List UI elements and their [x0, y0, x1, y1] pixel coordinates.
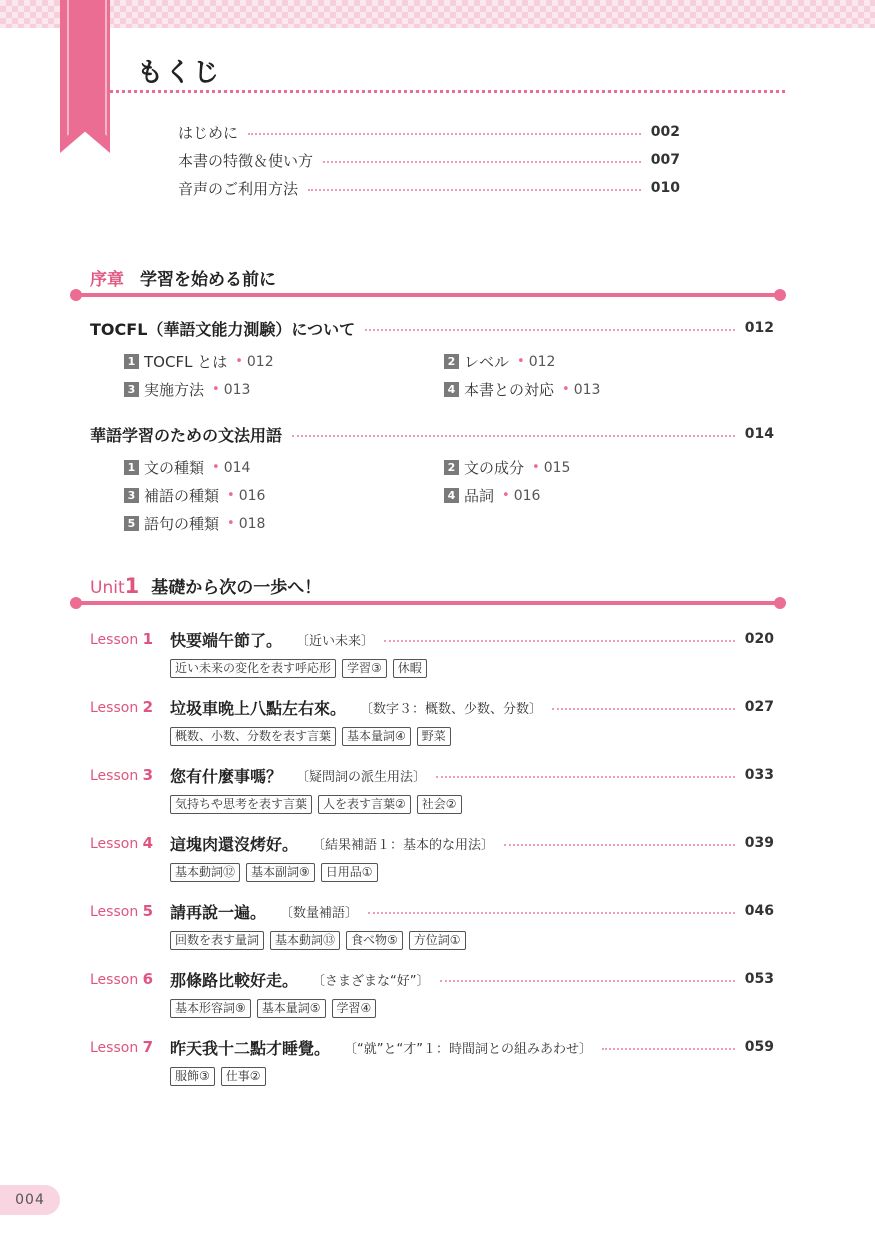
page-number: 004 — [0, 1185, 60, 1215]
prologue-divider — [76, 293, 780, 297]
bullet-dot: • — [562, 382, 570, 397]
lesson-entry-5[interactable] — [90, 898, 774, 924]
topic-tag: 基本動詞⑬ — [270, 931, 340, 950]
lesson-number: 1 — [142, 630, 154, 648]
lesson-number: 6 — [142, 970, 154, 988]
lesson-subtitle: 〔“就”と“才”１：時間詞との組みあわせ〕 — [344, 1041, 592, 1057]
toc-entry-label: TOCFL（華語文能力測験）について — [90, 319, 356, 339]
topic-tag: 学習③ — [342, 659, 387, 678]
lesson-page: 033 — [744, 767, 774, 783]
lesson-tag-label: Lesson — [90, 1040, 139, 1056]
topic-tag: 近い未来の変化を表す呼応形 — [170, 659, 336, 678]
lesson-entry-3[interactable] — [90, 762, 774, 788]
lesson-number: 3 — [142, 766, 154, 784]
item-number-badge: 4 — [444, 382, 459, 397]
lesson-subtitle: 〔結果補語１：基本的な用法〕 — [312, 837, 495, 853]
bookmark-ribbon-stitch — [67, 0, 107, 136]
bullet-dot: • — [227, 516, 235, 531]
lesson-title: 快要端午節了。 — [170, 630, 283, 650]
topic-tag: 服飾③ — [170, 1067, 215, 1086]
topic-tag: 基本副詞⑨ — [246, 863, 315, 882]
toc-entry-audio[interactable] — [178, 175, 680, 201]
sub-entry-page: 016 — [513, 487, 541, 504]
dot-leader — [365, 329, 735, 331]
sub-entry-page: 016 — [238, 487, 266, 504]
topic-tag: 食べ物⑤ — [346, 931, 403, 950]
bullet-dot: • — [212, 382, 220, 397]
sub-entry-label: 文の成分 — [464, 459, 525, 477]
prologue-heading — [90, 265, 276, 290]
toc-entry-page: 007 — [650, 152, 680, 168]
unit-tag-label: Unit — [90, 578, 125, 598]
title-divider — [110, 90, 786, 93]
dot-leader — [602, 1048, 735, 1050]
lesson-subtitle: 〔さまざまな“好”〕 — [312, 973, 430, 989]
sub-entry-page: 018 — [238, 515, 266, 532]
lesson-tag-label: Lesson — [90, 972, 139, 988]
lesson-page: 053 — [744, 971, 774, 987]
lesson-subtitle: 〔近い未来〕 — [296, 633, 375, 649]
sub-entry-label: 本書との対応 — [464, 381, 555, 399]
topic-tag: 野菜 — [417, 727, 451, 746]
lesson-number: 7 — [142, 1038, 154, 1056]
dot-leader — [384, 640, 735, 642]
unit-number: 1 — [124, 574, 140, 598]
lesson-entry-6[interactable] — [90, 966, 774, 992]
item-number-badge: 2 — [444, 354, 459, 369]
dot-leader — [552, 708, 735, 710]
sub-entry-label: TOCFL とは — [144, 353, 228, 371]
bullet-dot: • — [517, 354, 525, 369]
lesson-tag — [90, 1038, 170, 1056]
bullet-dot: • — [502, 488, 510, 503]
sub-entry[interactable] — [124, 457, 250, 478]
toc-entry-intro[interactable] — [178, 119, 680, 145]
sub-entry[interactable] — [444, 351, 555, 372]
bullet-dot: • — [235, 354, 243, 369]
sub-entry[interactable] — [444, 457, 570, 478]
lesson-tags — [170, 795, 462, 814]
top-checker-border — [0, 0, 875, 28]
lesson-tags — [170, 931, 466, 950]
toc-entry-page: 002 — [650, 124, 680, 140]
prologue-tag: 序章 — [90, 270, 124, 290]
topic-tag: 人を表す言葉② — [318, 795, 411, 814]
lesson-title: 您有什麼事嗎？ — [170, 766, 283, 786]
lesson-tags — [170, 659, 427, 678]
lesson-title: 那條路比較好走。 — [170, 970, 299, 990]
lesson-page: 027 — [744, 699, 774, 715]
lesson-number: 4 — [142, 834, 154, 852]
topic-tag: 基本形容詞⑨ — [170, 999, 251, 1018]
sub-entry-label: 実施方法 — [144, 381, 205, 399]
sub-entry-page: 013 — [573, 381, 601, 398]
item-number-badge: 1 — [124, 460, 139, 475]
dot-leader — [368, 912, 735, 914]
sub-entry-label: 語句の種類 — [144, 515, 220, 533]
bullet-dot: • — [532, 460, 540, 475]
lesson-tag-label: Lesson — [90, 836, 139, 852]
toc-entry-grammar-terms[interactable] — [90, 421, 774, 447]
dot-leader — [504, 844, 735, 846]
lesson-tag — [90, 970, 170, 988]
toc-entry-label: はじめに — [178, 123, 239, 142]
sub-entry-label: レベル — [464, 353, 510, 371]
sub-entry[interactable] — [124, 513, 265, 534]
topic-tag: 気持ちや思考を表す言葉 — [170, 795, 312, 814]
item-number-badge: 5 — [124, 516, 139, 531]
unit-title: 基礎から次の一歩へ！ — [151, 578, 322, 598]
lesson-tag-label: Lesson — [90, 632, 139, 648]
lesson-tags — [170, 727, 451, 746]
sub-entry-page: 013 — [223, 381, 251, 398]
lesson-subtitle: 〔疑問詞の派生用法〕 — [296, 769, 427, 785]
topic-tag: 学習④ — [332, 999, 377, 1018]
dot-leader — [308, 189, 641, 191]
topic-tag: 日用品① — [321, 863, 378, 882]
sub-entry[interactable] — [444, 485, 540, 506]
lesson-tag-label: Lesson — [90, 700, 139, 716]
dot-leader — [436, 776, 735, 778]
sub-entry-label: 補語の種類 — [144, 487, 220, 505]
toc-entry-page: 012 — [744, 320, 774, 336]
lesson-tags — [170, 1067, 266, 1086]
lesson-title: 垃圾車晩上八點左右來。 — [170, 698, 347, 718]
item-number-badge: 4 — [444, 488, 459, 503]
lesson-tag — [90, 630, 170, 648]
lesson-tags — [170, 863, 378, 882]
lesson-tag — [90, 834, 170, 852]
lesson-title: 昨天我十二點才睡覺。 — [170, 1038, 331, 1058]
bullet-dot: • — [212, 460, 220, 475]
lesson-entry-1[interactable] — [90, 626, 774, 652]
lesson-entry-4[interactable] — [90, 830, 774, 856]
lesson-number: 2 — [142, 698, 154, 716]
dot-leader — [440, 980, 735, 982]
lesson-tag-label: Lesson — [90, 768, 139, 784]
item-number-badge: 3 — [124, 488, 139, 503]
toc-entry-tocfl[interactable] — [90, 315, 774, 341]
topic-tag: 方位詞① — [409, 931, 466, 950]
lesson-tag — [90, 698, 170, 716]
lesson-title: 這塊肉還沒烤好。 — [170, 834, 299, 854]
lesson-page: 046 — [744, 903, 774, 919]
sub-entry[interactable] — [124, 485, 265, 506]
sub-entry[interactable] — [124, 379, 250, 400]
unit-tag — [90, 574, 140, 598]
lesson-page: 039 — [744, 835, 774, 851]
toc-entry-label: 本書の特徴＆使い方 — [178, 151, 314, 170]
prologue-title: 学習を始める前に — [140, 270, 276, 290]
topic-tag: 基本動詞⑫ — [170, 863, 240, 882]
topic-tag: 基本量詞⑤ — [257, 999, 326, 1018]
sub-entry-page: 012 — [528, 353, 556, 370]
sub-entry-label: 文の種類 — [144, 459, 205, 477]
dot-leader — [323, 161, 641, 163]
lesson-tag — [90, 902, 170, 920]
topic-tag: 概数、小数、分数を表す言葉 — [170, 727, 336, 746]
lesson-page: 020 — [744, 631, 774, 647]
sub-entry-page: 014 — [223, 459, 251, 476]
lesson-tags — [170, 999, 376, 1018]
item-number-badge: 3 — [124, 382, 139, 397]
unit-divider — [76, 601, 780, 605]
bullet-dot: • — [227, 488, 235, 503]
toc-entry-label: 華語学習のための文法用語 — [90, 425, 283, 445]
lesson-entry-2[interactable] — [90, 694, 774, 720]
lesson-subtitle: 〔数量補語〕 — [280, 905, 359, 921]
lesson-title: 請再說一遍。 — [170, 902, 267, 922]
page-title: もくじ — [137, 58, 222, 88]
topic-tag: 回数を表す量詞 — [170, 931, 264, 950]
item-number-badge: 2 — [444, 460, 459, 475]
toc-entry-label: 音声のご利用方法 — [178, 179, 299, 198]
sub-entry[interactable] — [124, 351, 274, 372]
toc-entry-page: 010 — [650, 180, 680, 196]
lesson-tag-label: Lesson — [90, 904, 139, 920]
topic-tag: 社会② — [417, 795, 462, 814]
lesson-entry-7[interactable] — [90, 1034, 774, 1060]
dot-leader — [292, 435, 735, 437]
toc-entry-features[interactable] — [178, 147, 680, 173]
item-number-badge: 1 — [124, 354, 139, 369]
topic-tag: 基本量詞④ — [342, 727, 411, 746]
sub-entry[interactable] — [444, 379, 600, 400]
sub-entry-label: 品詞 — [464, 487, 495, 505]
lesson-subtitle: 〔数字３：概数、少数、分数〕 — [360, 701, 543, 717]
toc-entry-page: 014 — [744, 426, 774, 442]
unit-heading — [90, 573, 321, 598]
lesson-page: 059 — [744, 1039, 774, 1055]
lesson-tag — [90, 766, 170, 784]
topic-tag: 休暇 — [393, 659, 427, 678]
topic-tag: 仕事② — [221, 1067, 266, 1086]
sub-entry-page: 012 — [246, 353, 274, 370]
lesson-number: 5 — [142, 902, 154, 920]
sub-entry-page: 015 — [543, 459, 571, 476]
dot-leader — [248, 133, 641, 135]
